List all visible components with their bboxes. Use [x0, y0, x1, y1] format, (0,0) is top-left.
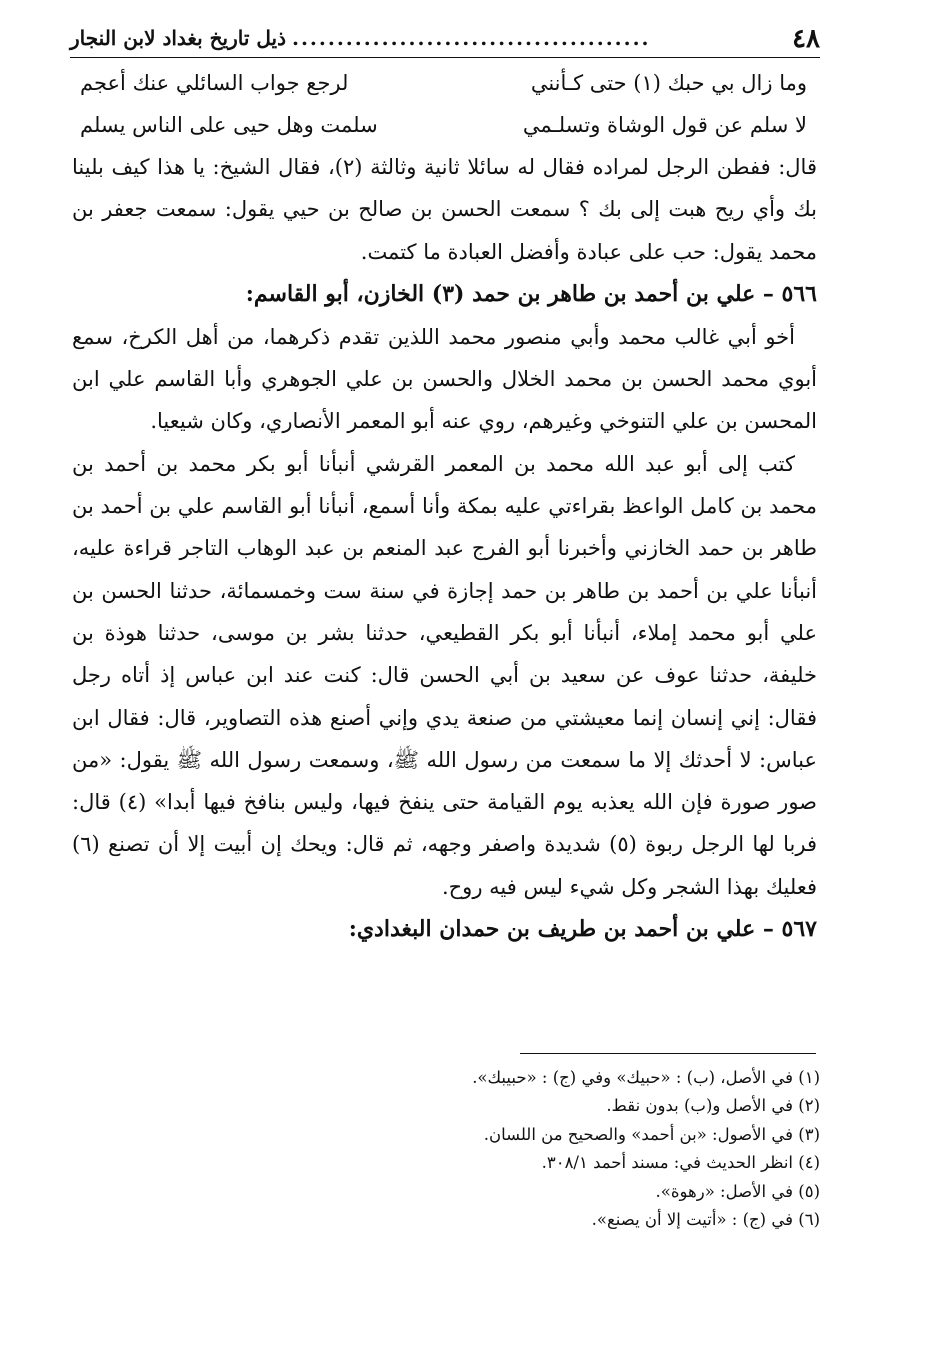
- entry-heading-567: ٥٦٧ – علي بن أحمد بن طريف بن حمدان البغدادي:: [348, 916, 817, 943]
- entry-heading-566: ٥٦٦ – علي بن أحمد بن طاهر بن حمد (٣) الخازن، أبو القاسم:: [245, 280, 817, 307]
- running-title-group: [70, 26, 651, 50]
- footnote-rule: [520, 1053, 816, 1054]
- footnote: (١) في الأصل، (ب) : «حبيك» وفي (ج) : «حبيبك».: [472, 1068, 820, 1087]
- header-rule: [70, 57, 820, 58]
- footnote: (٥) في الأصل: «رهوة».: [655, 1181, 820, 1201]
- footnote: (٤) انظر الحديث في: مسند أحمد ٣٠٨/١.: [541, 1153, 820, 1173]
- paragraph: قال: ففطن الرجل لمراده فقال له سائلا ثانية وثالثة (٢)، فقال الشيخ: يا هذا كيف بلينا بك وأي ريح هبت إلى بك ؟ سمعت الحسن بن صالح بن حيي يقول: سمعت جعفر بن محمد يقول: حب على عبادة وأفضل العبادة ما كتمت.: [72, 155, 817, 264]
- verse-hemistich-second: لرجع جواب السائلي عنك أعجم: [80, 71, 349, 95]
- running-title: ذيل تاريخ بغداد لابن النجار: [70, 26, 286, 50]
- paragraph: أخو أبي غالب محمد وأبي منصور محمد اللذين تقدم ذكرهما، من أهل الكرخ، سمع أبوي محمد الحسن بن محمد الخلال والحسن بن علي الجوهري وأبا القاسم علي ابن المحسن بن علي التنوخي وغيرهم، روي عنه أبو المعمر الأنصاري، وكان شيعيا.: [72, 324, 817, 434]
- footnote: (٣) في الأصول: «بن أحمد» والصحيح من اللسان.: [483, 1124, 820, 1144]
- verse-line: [72, 104, 817, 146]
- main-text: [72, 62, 817, 951]
- leader-dots: ........................................: [292, 26, 651, 50]
- verse-hemistich-second: سلمت وهل حيى على الناس يسلم: [80, 113, 378, 137]
- verse-hemistich-first: لا سلم عن قول الوشاة وتسلـمي: [522, 113, 807, 137]
- footnotes: [200, 1064, 820, 1234]
- footnote: (٦) في (ج) : «أتيت إلا أن يصنع».: [591, 1210, 820, 1230]
- page-number: ٤٨: [792, 24, 820, 54]
- page-header: [70, 24, 820, 60]
- verse-line: [72, 62, 817, 104]
- footnote: (٢) في الأصل و(ب) بدون نقط.: [606, 1096, 820, 1116]
- paragraph: كتب إلى أبو عبد الله محمد بن المعمر القرشي أنبأنا أبو بكر محمد بن أحمد بن محمد بن كامل الواعظ بقراءتي عليه بمكة وأنا أسمع، أنبأنا أبو القاسم علي بن أحمد بن طاهر بن حمد الخازني وأخبرنا أبو الفرج عبد المنعم بن عبد الوهاب التاجر قراءة عليه، أنبأنا علي بن أحمد بن طاهر بن حمد إجازة في سنة ست وخمسمائة، حدثنا الحسن بن علي أبو محمد إملاء، أنبأنا أبو بكر القطيعي، حدثنا بشر بن موسى، حدثنا هوذة بن خليفة، حدثنا عوف عن سعيد بن أبي الحسن قال: كنت عند ابن عباس إذ أتاه رجل فقال: إني إنسان إنما معيشتي من صنعة يدي وإني أصنع هذه التصاوير، قال: فقال ابن عباس: لا أحدثك إلا ما سمعت من رسول الله ﷺ، وسمعت رسول الله ﷺ يقول: «من صور صورة فإن الله يعذبه يوم القيامة حتى ينفخ فيها، وليس بنافخ فيها أبدا» (٤) قال: فربا لها الرجل ربوة (٥) شديدة واصفر وجهه، ثم قال: ويحك إن أبيت إلا أن تصنع (٦) فعليك بهذا الشجر وكل شيء ليس فيه روح.: [72, 451, 817, 899]
- verse-hemistich-first: وما زال بي حبك (١) حتى كـأنني: [530, 71, 807, 95]
